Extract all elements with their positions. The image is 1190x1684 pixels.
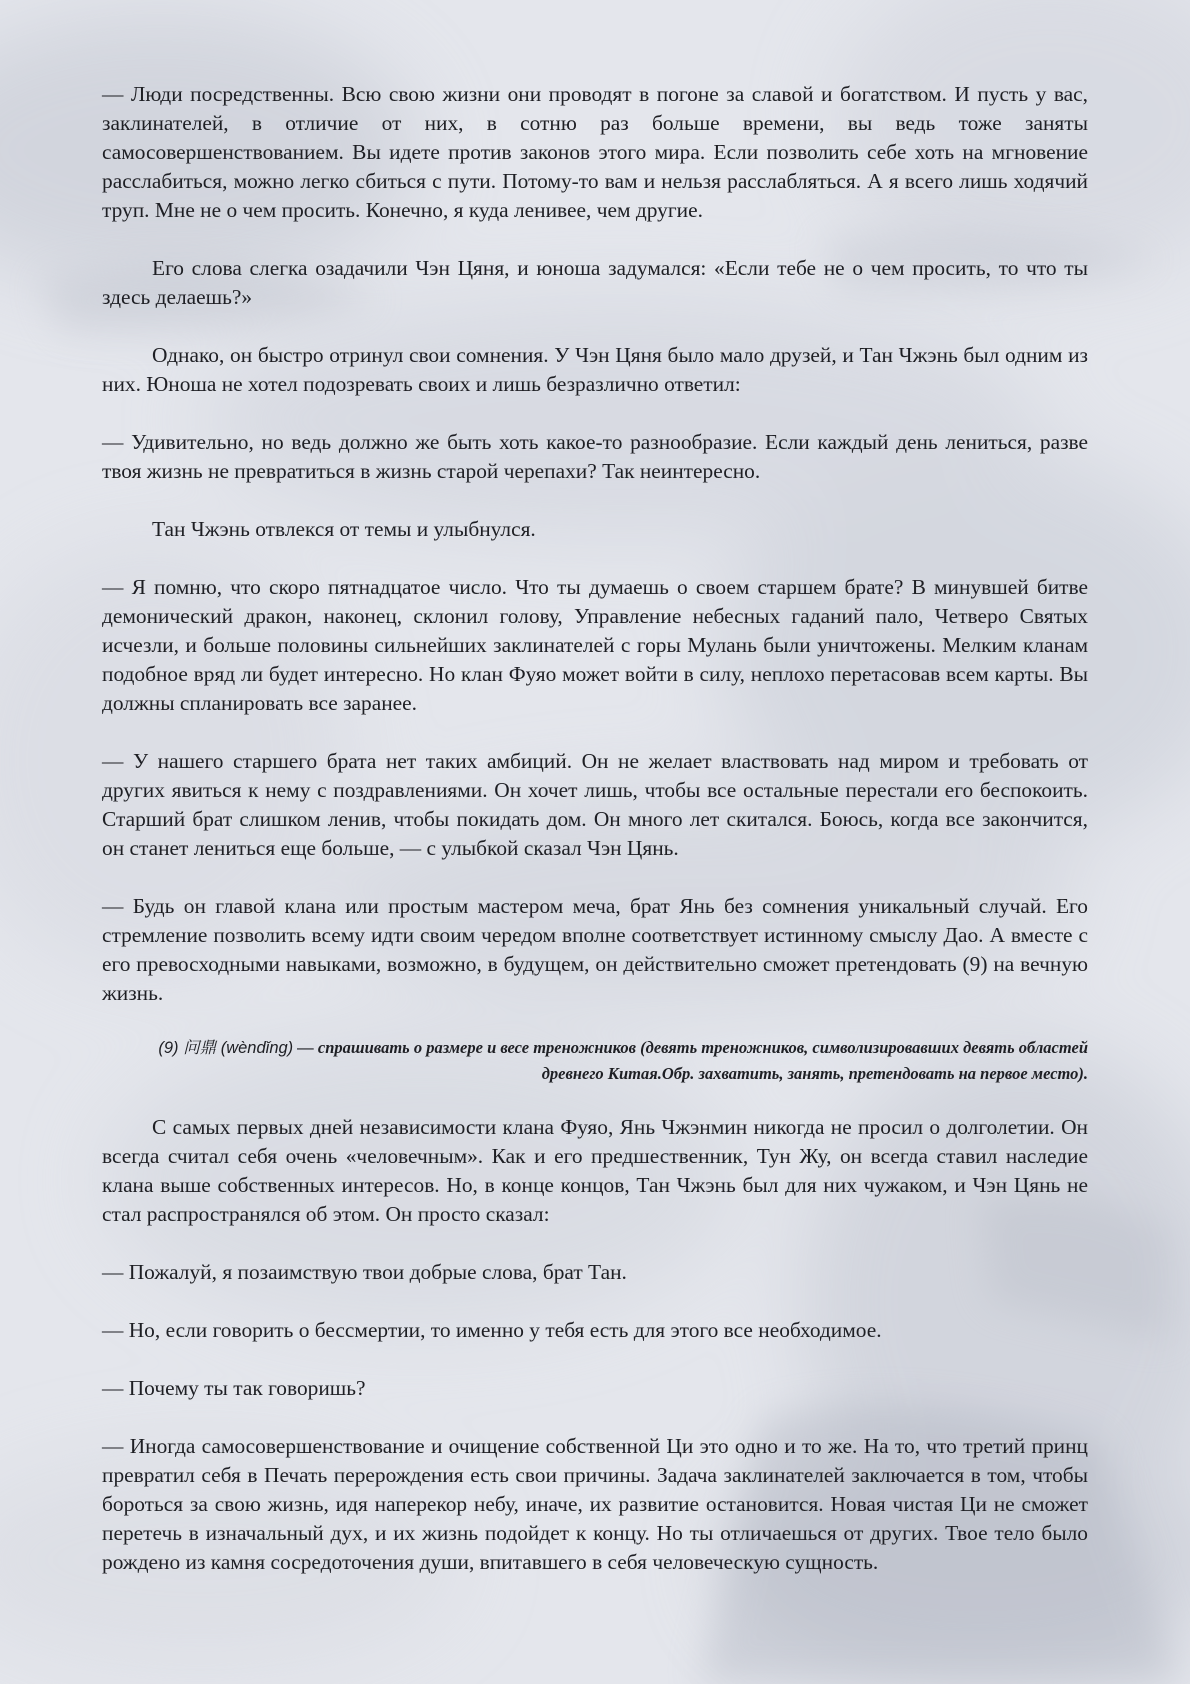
footnote-text: — спрашивать о размере и весе треножников (девять треножников, символизировавших девять областей древнего Китая.Обр. захватить, занять, претендовать на первое место). — [293, 1038, 1088, 1083]
footnote-marker: (9) 问鼎 (wèndǐng) — [158, 1039, 294, 1057]
paragraph-13: — Иногда самосовершенствование и очищение собственной Ци это одно и то же. На то, что третий принц превратил себя в Печать перерождения есть свои причины. Задача заклинателей заключается в том, чтобы бороться за свою жизнь, идя наперекор небу, иначе, их развитие остановится. Новая чистая Ци не сможет перетечь в изначальный дух, и их жизнь подойдет к концу. Но ты отличаешься от других. Твое тело было рождено из камня сосредоточения души, впитавшего в себя человеческую сущность. — [102, 1434, 1088, 1574]
paragraph-6: — Я помню, что скоро пятнадцатое число. Что ты думаешь о своем старшем брате? В минувшей битве демонический дракон, наконец, склонил голову, Управление небесных гаданий пало, Четверо Святых исчезли, и больше половины сильнейших заклинателей с горы Мулань были уничтожены. Мелким кланам подобное вряд ли будет интересно. Но клан Фуяо может войти в силу, неплохо перетасовав всем карты. Вы должны спланировать все заранее. — [102, 575, 1088, 715]
paragraph-11: — Но, если говорить о бессмертии, то именно у тебя есть для этого все необходимое. — [102, 1318, 882, 1342]
paragraph-3: Однако, он быстро отринул свои сомнения. У Чэн Цяня было мало друзей, и Тан Чжэнь был одним из них. Юноша не хотел подозревать своих и лишь безразлично ответил: — [102, 343, 1088, 396]
paragraph-9: С самых первых дней независимости клана Фуяо, Янь Чжэнмин никогда не просил о долголетии. Он всегда считал себя очень «человечным». Как и его предшественник, Тун Жу, он всегда ставил наследие клана выше собственных интересов. Но, в конце концов, Тан Чжэнь был для них чужаком, и Чэн Цянь не стал распространялся об этом. Он просто сказал: — [102, 1115, 1088, 1226]
document-page — [102, 80, 1088, 1577]
paragraph-10: — Пожалуй, я позаимствую твои добрые слова, брат Тан. — [102, 1260, 627, 1284]
paragraph-8: — Будь он главой клана или простым мастером меча, брат Янь без сомнения уникальный случай. Его стремление позволить всему идти своим чередом вполне соответствует истинному смыслу Дао. А вместе с его превосходными навыками, возможно, в будущем, он действительно сможет претендовать (9) на вечную жизнь. — [102, 894, 1088, 1005]
paragraph-7: — У нашего старшего брата нет таких амбиций. Он не желает властвовать над миром и требовать от других явиться к нему с поздравлениями. Он хочет лишь, чтобы все остальные перестали его беспокоить. Старший брат слишком ленив, чтобы покидать дом. Он много лет скитался. Боюсь, когда все закончится, он станет лениться еще больше, — с улыбкой сказал Чэн Цянь. — [102, 749, 1088, 860]
paragraph-2: Его слова слегка озадачили Чэн Цяня, и юноша задумался: «Если тебе не о чем просить, то что ты здесь делаешь?» — [102, 256, 1088, 309]
footnote — [102, 1035, 1088, 1087]
paragraph-5: Тан Чжэнь отвлекся от темы и улыбнулся. — [152, 517, 536, 541]
paragraph-1: — Люди посредственны. Всю свою жизни они проводят в погоне за славой и богатством. И пусть у вас, заклинателей, в отличие от них, в сотню раз больше времени, вы ведь тоже заняты самосовершенствованием. Вы идете против законов этого мира. Если позволить себе хоть на мгновение расслабиться, можно легко сбиться с пути. Потому-то вам и нельзя расслабляться. А я всего лишь ходячий труп. Мне не о чем просить. Конечно, я куда ленивее, чем другие. — [102, 82, 1088, 222]
paragraph-12: — Почему ты так говоришь? — [102, 1376, 366, 1400]
paragraph-4: — Удивительно, но ведь должно же быть хоть какое-то разнообразие. Если каждый день лениться, разве твоя жизнь не превратиться в жизнь старой черепахи? Так неинтересно. — [102, 430, 1088, 483]
